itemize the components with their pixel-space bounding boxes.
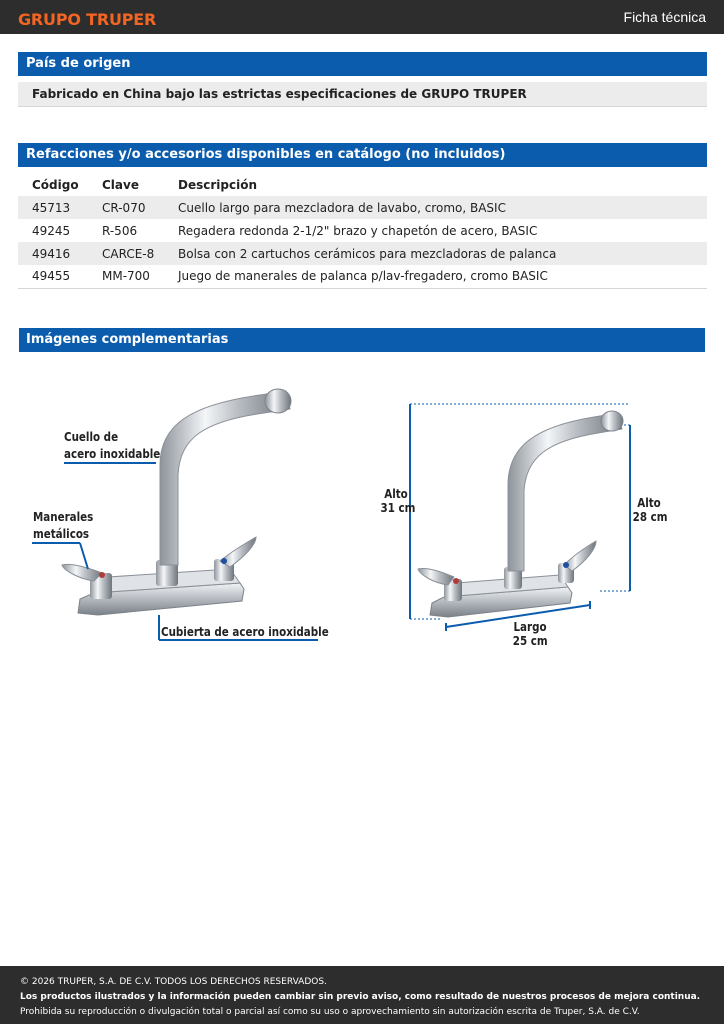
- callout-handles-line2: metálicos: [33, 527, 90, 541]
- cell-key: CR-070: [88, 196, 164, 219]
- table-row: [18, 219, 707, 242]
- dimension-length: [513, 620, 547, 648]
- origin-section-title: País de origen: [18, 52, 707, 76]
- parts-section-title: Refacciones y/o accesorios disponibles en catálogo (no incluidos): [18, 143, 707, 167]
- cell-description: Regadera redonda 2-1/2" brazo y chapetón de acero, BASIC: [164, 219, 707, 242]
- origin-text: Fabricado en China bajo las estrictas especificaciones de GRUPO TRUPER: [18, 82, 707, 107]
- callout-neck-line1: Cuello de: [64, 430, 119, 444]
- images-section-title: Imágenes complementarias: [19, 328, 705, 352]
- callout-handles-line1: Manerales: [33, 510, 94, 524]
- dimension-spout-height-label: Alto: [637, 496, 661, 510]
- cell-description: Bolsa con 2 cartuchos cerámicos para mezcladoras de palanca: [164, 242, 707, 265]
- footer: [0, 966, 724, 1024]
- table-row: [18, 242, 707, 265]
- faucet-dimensions-image: [400, 395, 650, 635]
- footer-copyright: © 2026 TRUPER, S.A. DE C.V. TODOS LOS DERECHOS RESERVADOS.: [20, 977, 327, 987]
- dimension-total-height-value: 31 cm: [380, 501, 416, 515]
- dimension-length-label: Largo: [513, 620, 547, 634]
- parts-table: [18, 173, 707, 289]
- dimension-spout-height-value: 28 cm: [632, 510, 668, 524]
- cell-description: Cuello largo para mezcladora de lavabo, cromo, BASIC: [164, 196, 707, 219]
- table-header-row: [18, 173, 707, 196]
- cell-code: 49455: [18, 265, 88, 288]
- callout-neck-line2: acero inoxidable: [64, 447, 161, 461]
- callout-handles: [33, 509, 93, 543]
- document-type: Ficha técnica: [623, 9, 706, 25]
- cell-code: 45713: [18, 196, 88, 219]
- footer-notice: Los productos ilustrados y la información pueden cambiar sin previo aviso, como resultado de nuestros procesos de mejora continua.: [20, 992, 701, 1002]
- cell-code: 49416: [18, 242, 88, 265]
- dimension-spout-height: [633, 496, 666, 524]
- column-header-key: Clave: [88, 173, 164, 196]
- callout-deck: Cubierta de acero inoxidable: [161, 625, 329, 639]
- column-header-description: Descripción: [164, 173, 707, 196]
- dimension-total-height: [380, 487, 416, 515]
- dimension-total-height-label: Alto: [384, 487, 408, 501]
- header-bar: [0, 0, 724, 34]
- footer-prohibition: Prohibida su reproducción o divulgación total o parcial así como su uso o aprovechamiento sin autorización escrita de Truper, S.A. de C.V.: [20, 1007, 640, 1017]
- column-header-code: Código: [18, 173, 88, 196]
- table-row: [18, 265, 707, 288]
- cell-key: MM-700: [88, 265, 164, 288]
- cell-description: Juego de manerales de palanca p/lav-fregadero, cromo BASIC: [164, 265, 707, 288]
- cell-key: CARCE-8: [88, 242, 164, 265]
- brand-logo: GRUPO TRUPER: [18, 10, 157, 29]
- callout-neck: [64, 429, 160, 463]
- cell-code: 49245: [18, 219, 88, 242]
- dimension-length-value: 25 cm: [512, 634, 548, 648]
- table-row: [18, 196, 707, 219]
- cell-key: R-506: [88, 219, 164, 242]
